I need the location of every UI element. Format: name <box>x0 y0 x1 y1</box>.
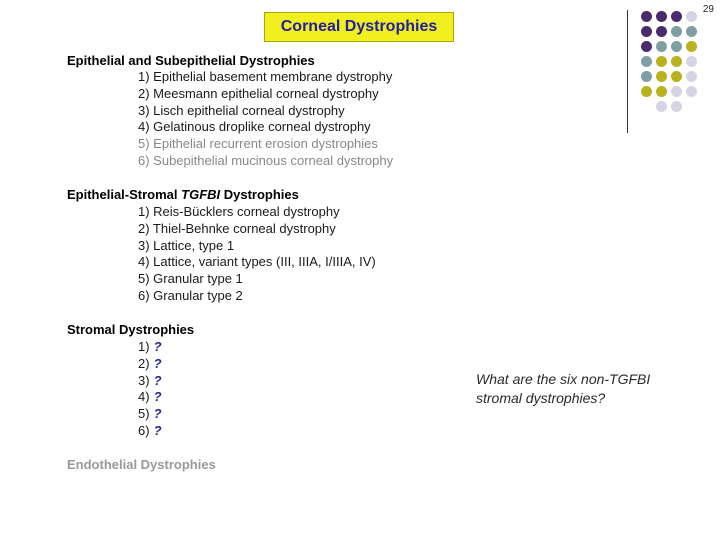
decorative-dot <box>656 26 667 37</box>
item-number: 6) <box>138 422 150 438</box>
list-item <box>138 373 162 390</box>
decorative-dot <box>686 86 697 97</box>
stromal-dystrophy-list <box>138 339 162 440</box>
list-item: 2) Thiel-Behnke corneal dystrophy <box>138 220 336 236</box>
decorative-dot <box>686 71 697 82</box>
decorative-dot <box>686 56 697 67</box>
list-item <box>138 423 162 440</box>
list-item: 6) Subepithelial mucinous corneal dystrophy <box>138 152 394 168</box>
list-item: 5) Epithelial recurrent erosion dystrophies <box>138 136 378 152</box>
item-number: 4) <box>138 389 150 405</box>
endothelial-section-heading: Endothelial Dystrophies <box>67 457 216 472</box>
decorative-dot <box>656 86 667 97</box>
tgfbi-dystrophy-list <box>138 204 376 305</box>
decorative-dot <box>686 101 697 112</box>
decorative-dot <box>656 101 667 112</box>
list-item: 2) Meesmann epithelial corneal dystrophy <box>138 85 379 101</box>
epithelial-dystrophy-list <box>138 69 393 170</box>
stromal-section-heading: Stromal Dystrophies <box>67 322 195 337</box>
item-number: 2) <box>138 355 150 371</box>
slide-title-text: Corneal Dystrophies <box>280 18 438 35</box>
question-mark: ? <box>153 389 162 405</box>
list-item: 4) Gelatinous droplike corneal dystrophy <box>138 119 371 135</box>
list-item: 3) Lisch epithelial corneal dystrophy <box>138 102 345 118</box>
decorative-divider <box>627 10 628 133</box>
question-mark: ? <box>153 339 162 354</box>
decorative-dot <box>641 26 652 37</box>
question-mark: ? <box>153 355 162 371</box>
list-item: 4) Lattice, variant types (III, IIIA, I/IIIA, IV) <box>138 254 376 270</box>
slide-number: 29 <box>702 4 714 15</box>
list-item <box>138 339 162 356</box>
list-item <box>138 356 162 373</box>
list-item: 3) Lattice, type 1 <box>138 237 235 253</box>
decorative-dot-grid <box>641 11 699 114</box>
decorative-dot <box>671 71 682 82</box>
list-item <box>138 389 162 406</box>
item-number: 1) <box>138 339 150 354</box>
decorative-dot <box>671 26 682 37</box>
decorative-dot <box>656 11 667 22</box>
decorative-dot <box>671 86 682 97</box>
tgfbi-section-heading <box>67 187 299 202</box>
decorative-dot <box>686 11 697 22</box>
decorative-dot <box>686 41 697 52</box>
question-prompt <box>476 370 650 408</box>
decorative-dot <box>641 11 652 22</box>
decorative-dot <box>641 56 652 67</box>
item-number: 5) <box>138 406 150 422</box>
tgfbi-heading-prefix: Epithelial-Stromal <box>67 187 182 202</box>
decorative-dot <box>686 26 697 37</box>
question-line-2: stromal dystrophies? <box>476 390 606 406</box>
decorative-dot <box>656 41 667 52</box>
list-item: 1) Reis-Bücklers corneal dystrophy <box>138 204 340 219</box>
decorative-dot <box>641 101 652 112</box>
decorative-dot <box>671 41 682 52</box>
list-item: 1) Epithelial basement membrane dystrophy <box>138 69 393 84</box>
decorative-dot <box>641 41 652 52</box>
question-mark: ? <box>153 372 162 388</box>
question-line-1: What are the six non-TGFBI <box>476 371 651 387</box>
epithelial-section-heading: Epithelial and Subepithelial Dystrophies <box>67 53 315 68</box>
slide-title <box>264 12 454 42</box>
tgfbi-heading-gene: TGFBI <box>181 187 221 202</box>
tgfbi-heading-suffix: Dystrophies <box>220 187 299 202</box>
item-number: 3) <box>138 372 150 388</box>
decorative-dot <box>656 71 667 82</box>
decorative-dot <box>671 56 682 67</box>
list-item: 6) Granular type 2 <box>138 287 243 303</box>
decorative-dot <box>641 71 652 82</box>
decorative-dot <box>671 101 682 112</box>
decorative-dot <box>641 86 652 97</box>
question-mark: ? <box>153 406 162 422</box>
list-item: 5) Granular type 1 <box>138 271 243 287</box>
list-item <box>138 406 162 423</box>
decorative-dot <box>671 11 682 22</box>
decorative-dot <box>656 56 667 67</box>
question-mark: ? <box>153 422 162 438</box>
